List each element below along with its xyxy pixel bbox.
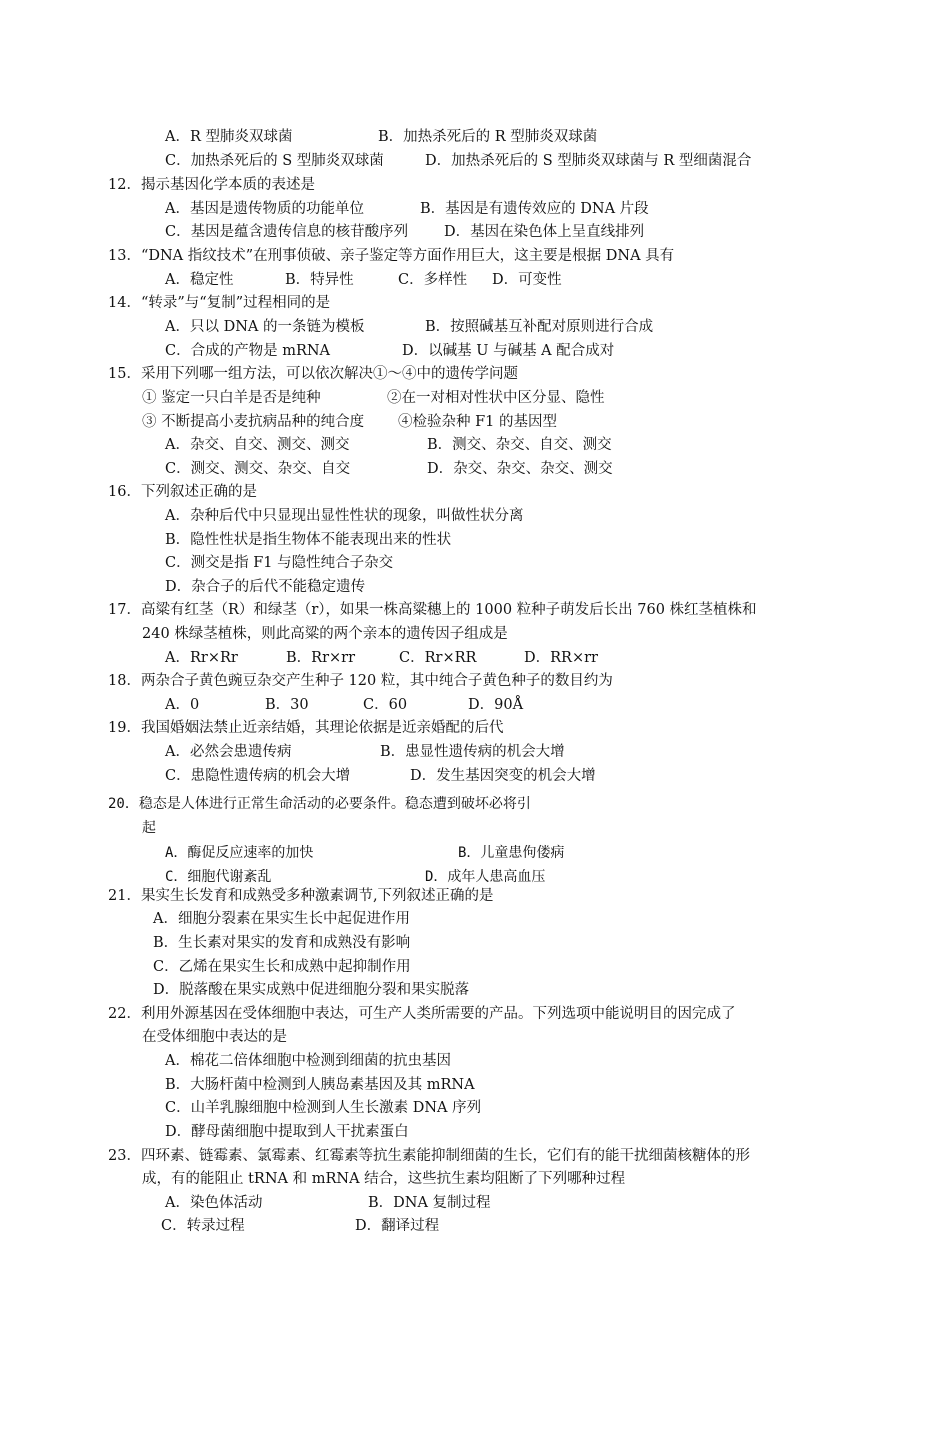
q15-problem-4: ④检验杂种 F1 的基因型 <box>398 414 558 430</box>
q12-stem: 12．揭示基因化学本质的表述是 <box>108 177 315 193</box>
q22-stem: 22．利用外源基因在受体细胞中表达，可生产人类所需要的产品。下列选项中能说明目的因完成了 <box>108 1006 736 1022</box>
q21-option-d: D．脱落酸在果实成熟中促进细胞分裂和果实脱落 <box>153 982 470 998</box>
q23-stem-continued: 成，有的能阻止 tRNA 和 mRNA 结合，这些抗生素均阻断了下列哪种过程 <box>142 1171 626 1187</box>
q12-option-a: A．基因是遗传物质的功能单位 <box>165 201 364 217</box>
q15-stem: 15．采用下列哪一组方法，可以依次解决①～④中的遗传学问题 <box>108 366 518 382</box>
q13-option-a: A．稳定性 <box>165 272 234 288</box>
q14-option-d: D．以碱基 U 与碱基 A 配合成对 <box>402 343 615 359</box>
q15-option-b: B．测交、杂交、自交、测交 <box>427 437 612 453</box>
q20-stem-continued: 起 <box>142 820 156 836</box>
q13-option-c: C．多样性 <box>398 272 468 288</box>
q17-stem: 17．高粱有红茎（R）和绿茎（r），如果一株高粱穗上的 1000 粒种子萌发后长出 760 株红茎植株和 <box>108 602 757 618</box>
q18-option-d: D．90Å <box>468 697 524 713</box>
q12-option-b: B．基因是有遗传效应的 DNA 片段 <box>420 201 649 217</box>
q14-option-c: C．合成的产物是 mRNA <box>165 343 331 359</box>
q17-stem-continued: 240 株绿茎植株，则此高粱的两个亲本的遗传因子组成是 <box>142 626 508 642</box>
q14-option-a: A．只以 DNA 的一条链为模板 <box>165 319 365 335</box>
q11-option-a: A．R 型肺炎双球菌 <box>165 129 293 145</box>
q20-stem: 20．稳态是人体进行正常生命活动的必要条件。稳态遭到破坏必将引 <box>108 796 531 812</box>
q15-option-a: A．杂交、自交、测交、测交 <box>165 437 350 453</box>
q20-option-b: B．儿童患佝偻病 <box>458 845 565 861</box>
q22-option-c: C．山羊乳腺细胞中检测到人生长激素 DNA 序列 <box>165 1100 482 1116</box>
q22-option-d: D．酵母菌细胞中提取到人干扰素蛋白 <box>165 1124 409 1140</box>
q16-option-a: A．杂种后代中只显现出显性性状的现象，叫做性状分离 <box>165 508 524 524</box>
q17-option-d: D．RR×rr <box>524 650 598 666</box>
q22-option-a: A．棉花二倍体细胞中检测到细菌的抗虫基因 <box>165 1053 451 1069</box>
q19-option-d: D．发生基因突变的机会大增 <box>410 768 596 784</box>
q21-option-a: A．细胞分裂素在果实生长中起促进作用 <box>153 911 410 927</box>
q13-option-d: D．可变性 <box>492 272 562 288</box>
q18-stem: 18．两杂合子黄色豌豆杂交产生种子 120 粒，其中纯合子黄色种子的数目约为 <box>108 673 613 689</box>
q11-option-d: D．加热杀死后的 S 型肺炎双球菌与 R 型细菌混合 <box>425 153 752 169</box>
q19-option-a: A．必然会患遗传病 <box>165 744 292 760</box>
q19-stem: 19．我国婚姻法禁止近亲结婚，其理论依据是近亲婚配的后代 <box>108 720 504 736</box>
q23-option-b: B．DNA 复制过程 <box>368 1195 491 1211</box>
q15-option-c: C．测交、测交、杂交、自交 <box>165 461 351 477</box>
q21-option-b: B．生长素对果实的发育和成熟没有影响 <box>153 935 411 951</box>
q15-problem-1: ① 鉴定一只白羊是否是纯种 <box>142 390 321 406</box>
q17-option-b: B．Rr×rr <box>286 650 356 666</box>
q15-problem-2: ②在一对相对性状中区分显、隐性 <box>387 390 605 406</box>
q15-problem-3: ③ 不断提高小麦抗病品种的纯合度 <box>142 414 365 430</box>
q23-option-c: C．转录过程 <box>161 1218 245 1234</box>
q23-option-a: A．染色体活动 <box>165 1195 263 1211</box>
q13-stem: 13．“DNA 指纹技术”在刑事侦破、亲子鉴定等方面作用巨大，这主要是根据 DNA 具有 <box>108 248 675 264</box>
q15-option-d: D．杂交、杂交、杂交、测交 <box>427 461 613 477</box>
q17-option-c: C．Rr×RR <box>399 650 477 666</box>
q18-option-b: B．30 <box>265 697 309 713</box>
q21-option-c: C．乙烯在果实生长和成熟中起抑制作用 <box>153 959 411 975</box>
q18-option-c: C．60 <box>363 697 408 713</box>
q14-stem: 14．“转录”与“复制”过程相同的是 <box>108 295 331 311</box>
q22-option-b: B．大肠杆菌中检测到人胰岛素基因及其 mRNA <box>165 1077 475 1093</box>
q11-option-b: B．加热杀死后的 R 型肺炎双球菌 <box>378 129 598 145</box>
q13-option-b: B．特异性 <box>285 272 354 288</box>
q18-option-a: A．0 <box>165 697 200 713</box>
q12-option-d: D．基因在染色体上呈直线排列 <box>444 224 645 240</box>
q12-option-c: C．基因是蕴含遗传信息的核苷酸序列 <box>165 224 409 240</box>
q20-option-a: A．酶促反应速率的加快 <box>165 845 314 861</box>
q19-option-b: B．患显性遗传病的机会大增 <box>380 744 565 760</box>
q17-option-a: A．Rr×Rr <box>165 650 238 666</box>
q20-option-c: C．细胞代谢紊乱 <box>165 869 272 885</box>
q20-option-d: D．成年人患高血压 <box>425 869 546 885</box>
q11-option-c: C．加热杀死后的 S 型肺炎双球菌 <box>165 153 384 169</box>
q21-stem: 21．果实生长发育和成熟受多种激素调节,下列叙述正确的是 <box>108 888 494 904</box>
q23-stem: 23．四环素、链霉素、氯霉素、红霉素等抗生素能抑制细菌的生长，它们有的能干扰细菌核糖体的形 <box>108 1148 750 1164</box>
q23-option-d: D．翻译过程 <box>355 1218 440 1234</box>
q22-stem-continued: 在受体细胞中表达的是 <box>142 1029 287 1045</box>
q14-option-b: B．按照碱基互补配对原则进行合成 <box>425 319 654 335</box>
q19-option-c: C．患隐性遗传病的机会大增 <box>165 768 351 784</box>
q16-stem: 16．下列叙述正确的是 <box>108 484 257 500</box>
q16-option-b: B．隐性性状是指生物体不能表现出来的性状 <box>165 532 452 548</box>
q16-option-c: C．测交是指 F1 与隐性纯合子杂交 <box>165 555 394 571</box>
q16-option-d: D．杂合子的后代不能稳定遗传 <box>165 579 366 595</box>
